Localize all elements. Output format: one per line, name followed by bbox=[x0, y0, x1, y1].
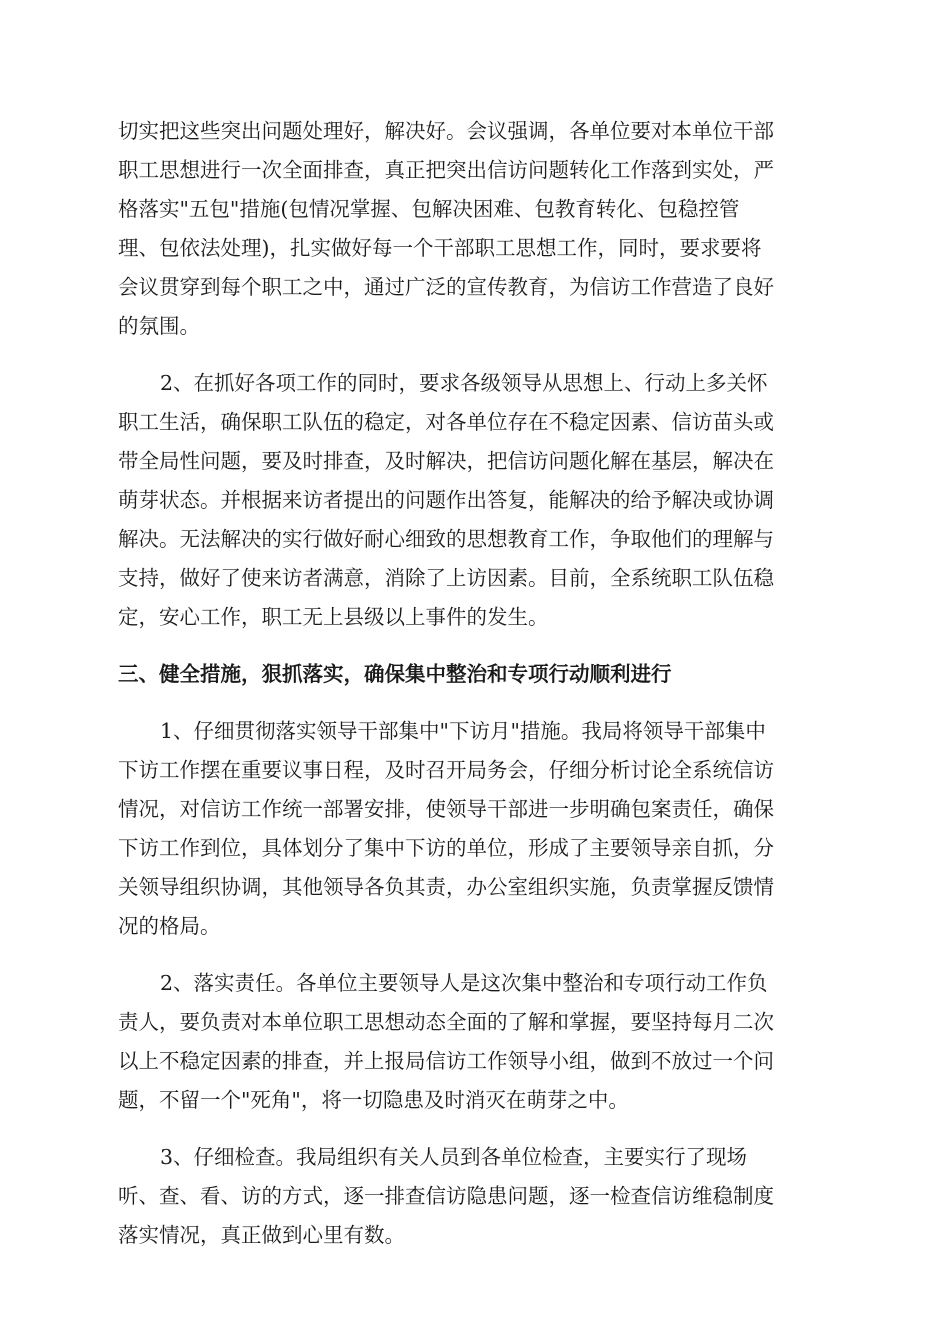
text-line: 3、仔细检查。我局组织有关人员到各单位检查，主要实行了现场 bbox=[160, 1145, 748, 1169]
text-line: 关领导组织协调，其他领导各负其责，办公室组织实施，负责掌握反馈情 bbox=[118, 875, 774, 899]
text-line: 题，不留一个"死角"，将一切隐患及时消灭在萌芽之中。 bbox=[118, 1088, 629, 1112]
text-line: 2、在抓好各项工作的同时，要求各级领导从思想上、行动上多关怀 bbox=[160, 371, 768, 395]
text-line: 落实情况，真正做到心里有数。 bbox=[118, 1223, 405, 1247]
paragraph-2 bbox=[118, 364, 838, 637]
text-line: 理、包依法处理)，扎实做好每一个干部职工思想工作，同时，要求要将 bbox=[118, 236, 762, 260]
text-line: 况的格局。 bbox=[118, 914, 221, 938]
document-page bbox=[118, 112, 838, 1255]
text-line: 支持，做好了使来访者满意，消除了上访因素。目前，全系统职工队伍稳 bbox=[118, 566, 774, 590]
text-line: 情况，对信访工作统一部署安排，使领导干部进一步明确包案责任，确保 bbox=[118, 797, 774, 821]
text-line: 以上不稳定因素的排查，并上报局信访工作领导小组，做到不放过一个问 bbox=[118, 1049, 774, 1073]
text-line: 下访工作到位，具体划分了集中下访的单位，形成了主要领导亲自抓，分 bbox=[118, 836, 774, 860]
paragraph-1 bbox=[118, 112, 838, 346]
text-line: 切实把这些突出问题处理好，解决好。会议强调，各单位要对本单位干部 bbox=[118, 119, 774, 143]
text-line: 职工生活，确保职工队伍的稳定，对各单位存在不稳定因素、信访苗头或 bbox=[118, 410, 774, 434]
paragraph-5 bbox=[118, 1138, 838, 1255]
text-line: 2、落实责任。各单位主要领导人是这次集中整治和专项行动工作负 bbox=[160, 971, 768, 995]
text-line: 定，安心工作，职工无上县级以上事件的发生。 bbox=[118, 605, 549, 629]
text-line: 职工思想进行一次全面排查，真正把突出信访问题转化工作落到实处，严 bbox=[118, 158, 774, 182]
section-heading bbox=[118, 655, 838, 694]
text-line: 下访工作摆在重要议事日程，及时召开局务会，仔细分析讨论全系统信访 bbox=[118, 758, 774, 782]
text-line: 会议贯穿到每个职工之中，通过广泛的宣传教育，为信访工作营造了良好 bbox=[118, 275, 774, 299]
text-line: 格落实"五包"措施(包情况掌握、包解决困难、包教育转化、包稳控管 bbox=[118, 197, 740, 221]
text-line: 1、仔细贯彻落实领导干部集中"下访月"措施。我局将领导干部集中 bbox=[160, 719, 766, 743]
paragraph-3 bbox=[118, 712, 838, 946]
text-line: 解决。无法解决的实行做好耐心细致的思想教育工作，争取他们的理解与 bbox=[118, 527, 774, 551]
heading-text: 三、健全措施，狠抓落实，确保集中整治和专项行动顺利进行 bbox=[118, 662, 672, 686]
text-line: 带全局性问题，要及时排查，及时解决，把信访问题化解在基层，解决在 bbox=[118, 449, 774, 473]
text-line: 萌芽状态。并根据来访者提出的问题作出答复，能解决的给予解决或协调 bbox=[118, 488, 774, 512]
text-line: 听、查、看、访的方式，逐一排查信访隐患问题，逐一检查信访维稳制度 bbox=[118, 1184, 774, 1208]
text-line: 的氛围。 bbox=[118, 314, 200, 338]
paragraph-4 bbox=[118, 964, 838, 1120]
text-line: 责人，要负责对本单位职工思想动态全面的了解和掌握，要坚持每月二次 bbox=[118, 1010, 774, 1034]
